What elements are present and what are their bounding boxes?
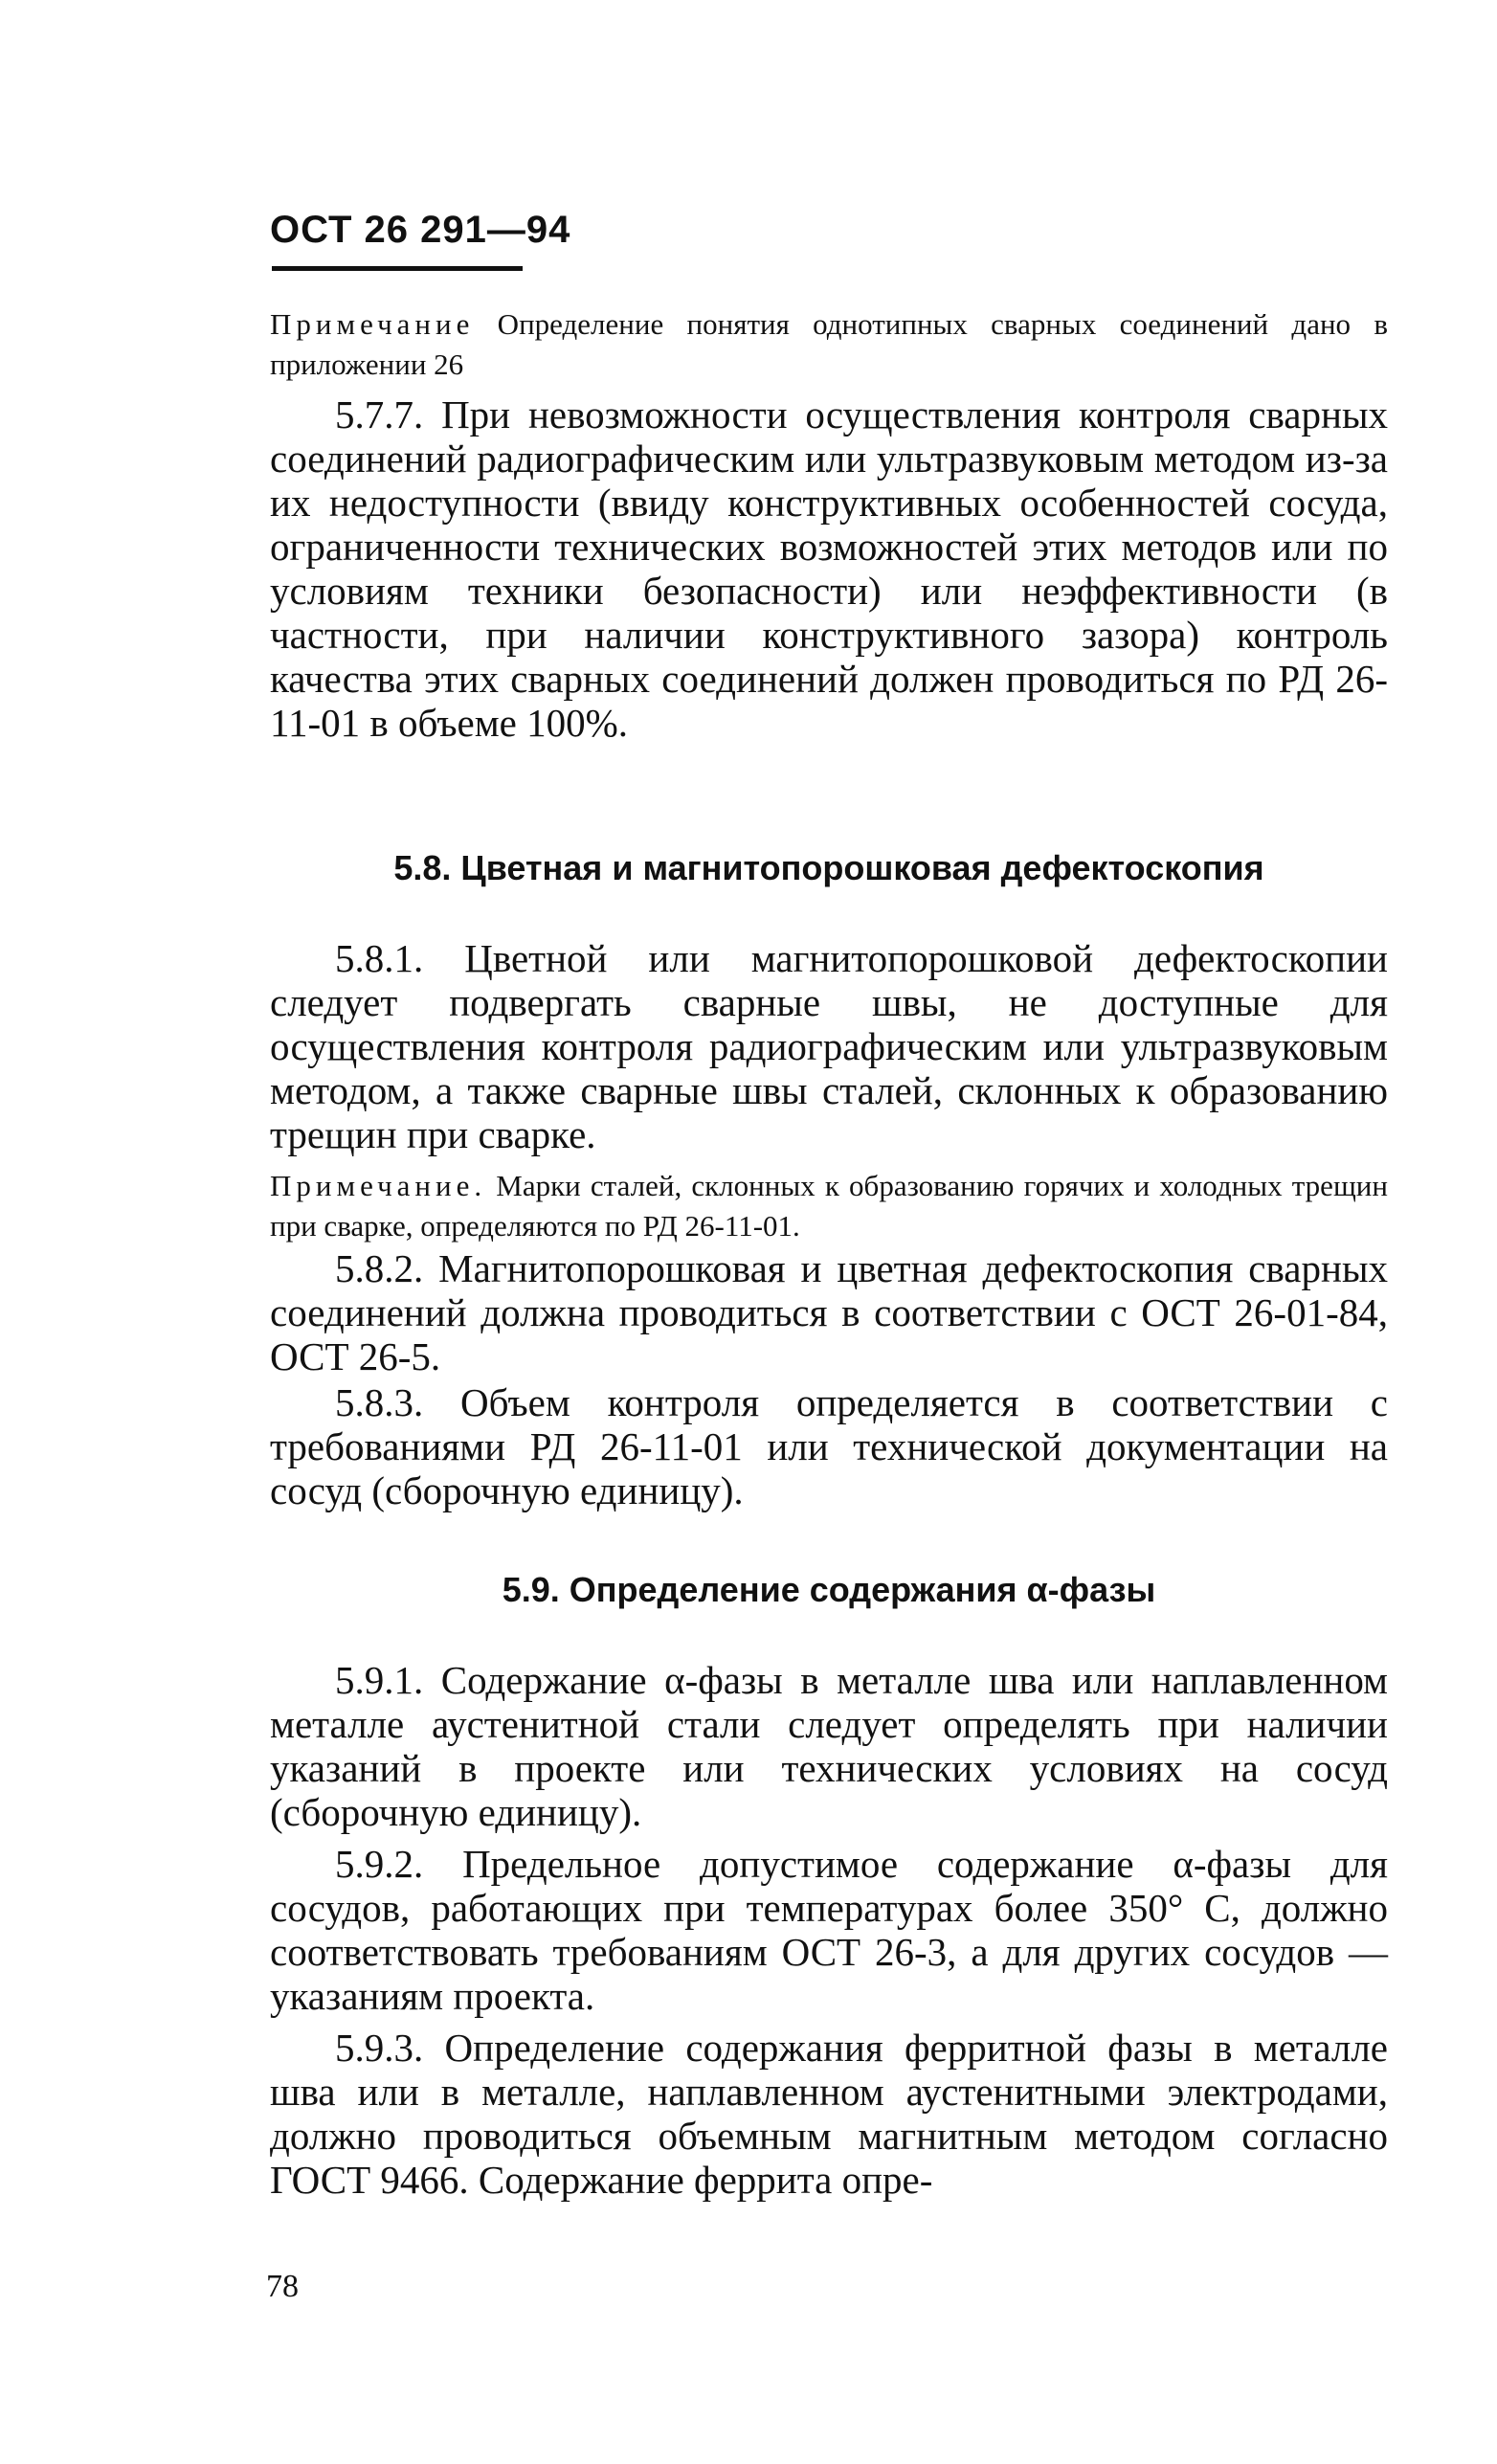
paragraph-5-7-7: 5.7.7. При невозможности осуществления контроля сварных соединений радиографическим или ультразвуковым методом из-за их недоступности (ввиду конструктивных особенностей сосуда, ограниченности технических возможностей этих методов или по условиям техники безопасности) или неэффективности (в частности, при наличии конструктивного зазора) контроль качества этих сварных соединений должен проводиться по РД 26-11-01 в объеме 100%.	[270, 392, 1388, 745]
page-number: 78	[266, 2269, 299, 2304]
section-title-5-9: 5.9. Определение содержания α-фазы	[502, 1570, 1156, 1609]
note-text: Марки сталей, склонных к образованию горячих и холодных трещин при сварке, определяются по РД 26-11-01.	[270, 1169, 1388, 1243]
note-label: Примечание.	[270, 1169, 487, 1202]
document-code: ОСТ 26 291—94	[270, 209, 571, 251]
note-label: Примечание	[270, 307, 475, 341]
paragraph-5-8-1: 5.8.1. Цветной или магнитопорошковой дефектоскопии следует подвергать сварные швы, не доступные для осуществления контроля радиографическим или ультразвуковым методом, а также сварные швы сталей, склонных к образованию трещин при сварке.	[270, 936, 1388, 1156]
paragraph-5-9-3: 5.9.3. Определение содержания ферритной фазы в металле шва или в металле, наплавленном аустенитными электродами, должно проводиться объемным магнитным методом согласно ГОСТ 9466. Содержание феррита опре-	[270, 2026, 1388, 2202]
paragraph-5-8-3: 5.8.3. Объем контроля определяется в соответствии с требованиями РД 26-11-01 или технической документации на сосуд (сборочную единицу).	[270, 1380, 1388, 1512]
paragraph-5-8-2: 5.8.2. Магнитопорошковая и цветная дефектоскопия сварных соединений должна проводиться в соответствии с ОСТ 26-01-84, ОСТ 26-5.	[270, 1246, 1388, 1378]
paragraph-5-9-2: 5.9.2. Предельное допустимое содержание α-фазы для сосудов, работающих при температурах более 350° С, должно соответствовать требованиям ОСТ 26-3, а для других сосудов — указаниям проекта.	[270, 1842, 1388, 2018]
section-title-5-8: 5.8. Цветная и магнитопорошковая дефектоскопия	[393, 848, 1264, 887]
header-underline	[272, 266, 523, 271]
paragraph-5-9-1: 5.9.1. Содержание α-фазы в металле шва или наплавленном металле аустенитной стали следует определять при наличии указаний в проекте или технических условиях на сосуд (сборочную единицу).	[270, 1658, 1388, 1834]
note-steel-grades	[270, 1166, 1388, 1246]
note-text: Определение понятия однотипных сварных соединений дано в приложении 26	[270, 307, 1388, 381]
note-definition	[270, 304, 1388, 385]
